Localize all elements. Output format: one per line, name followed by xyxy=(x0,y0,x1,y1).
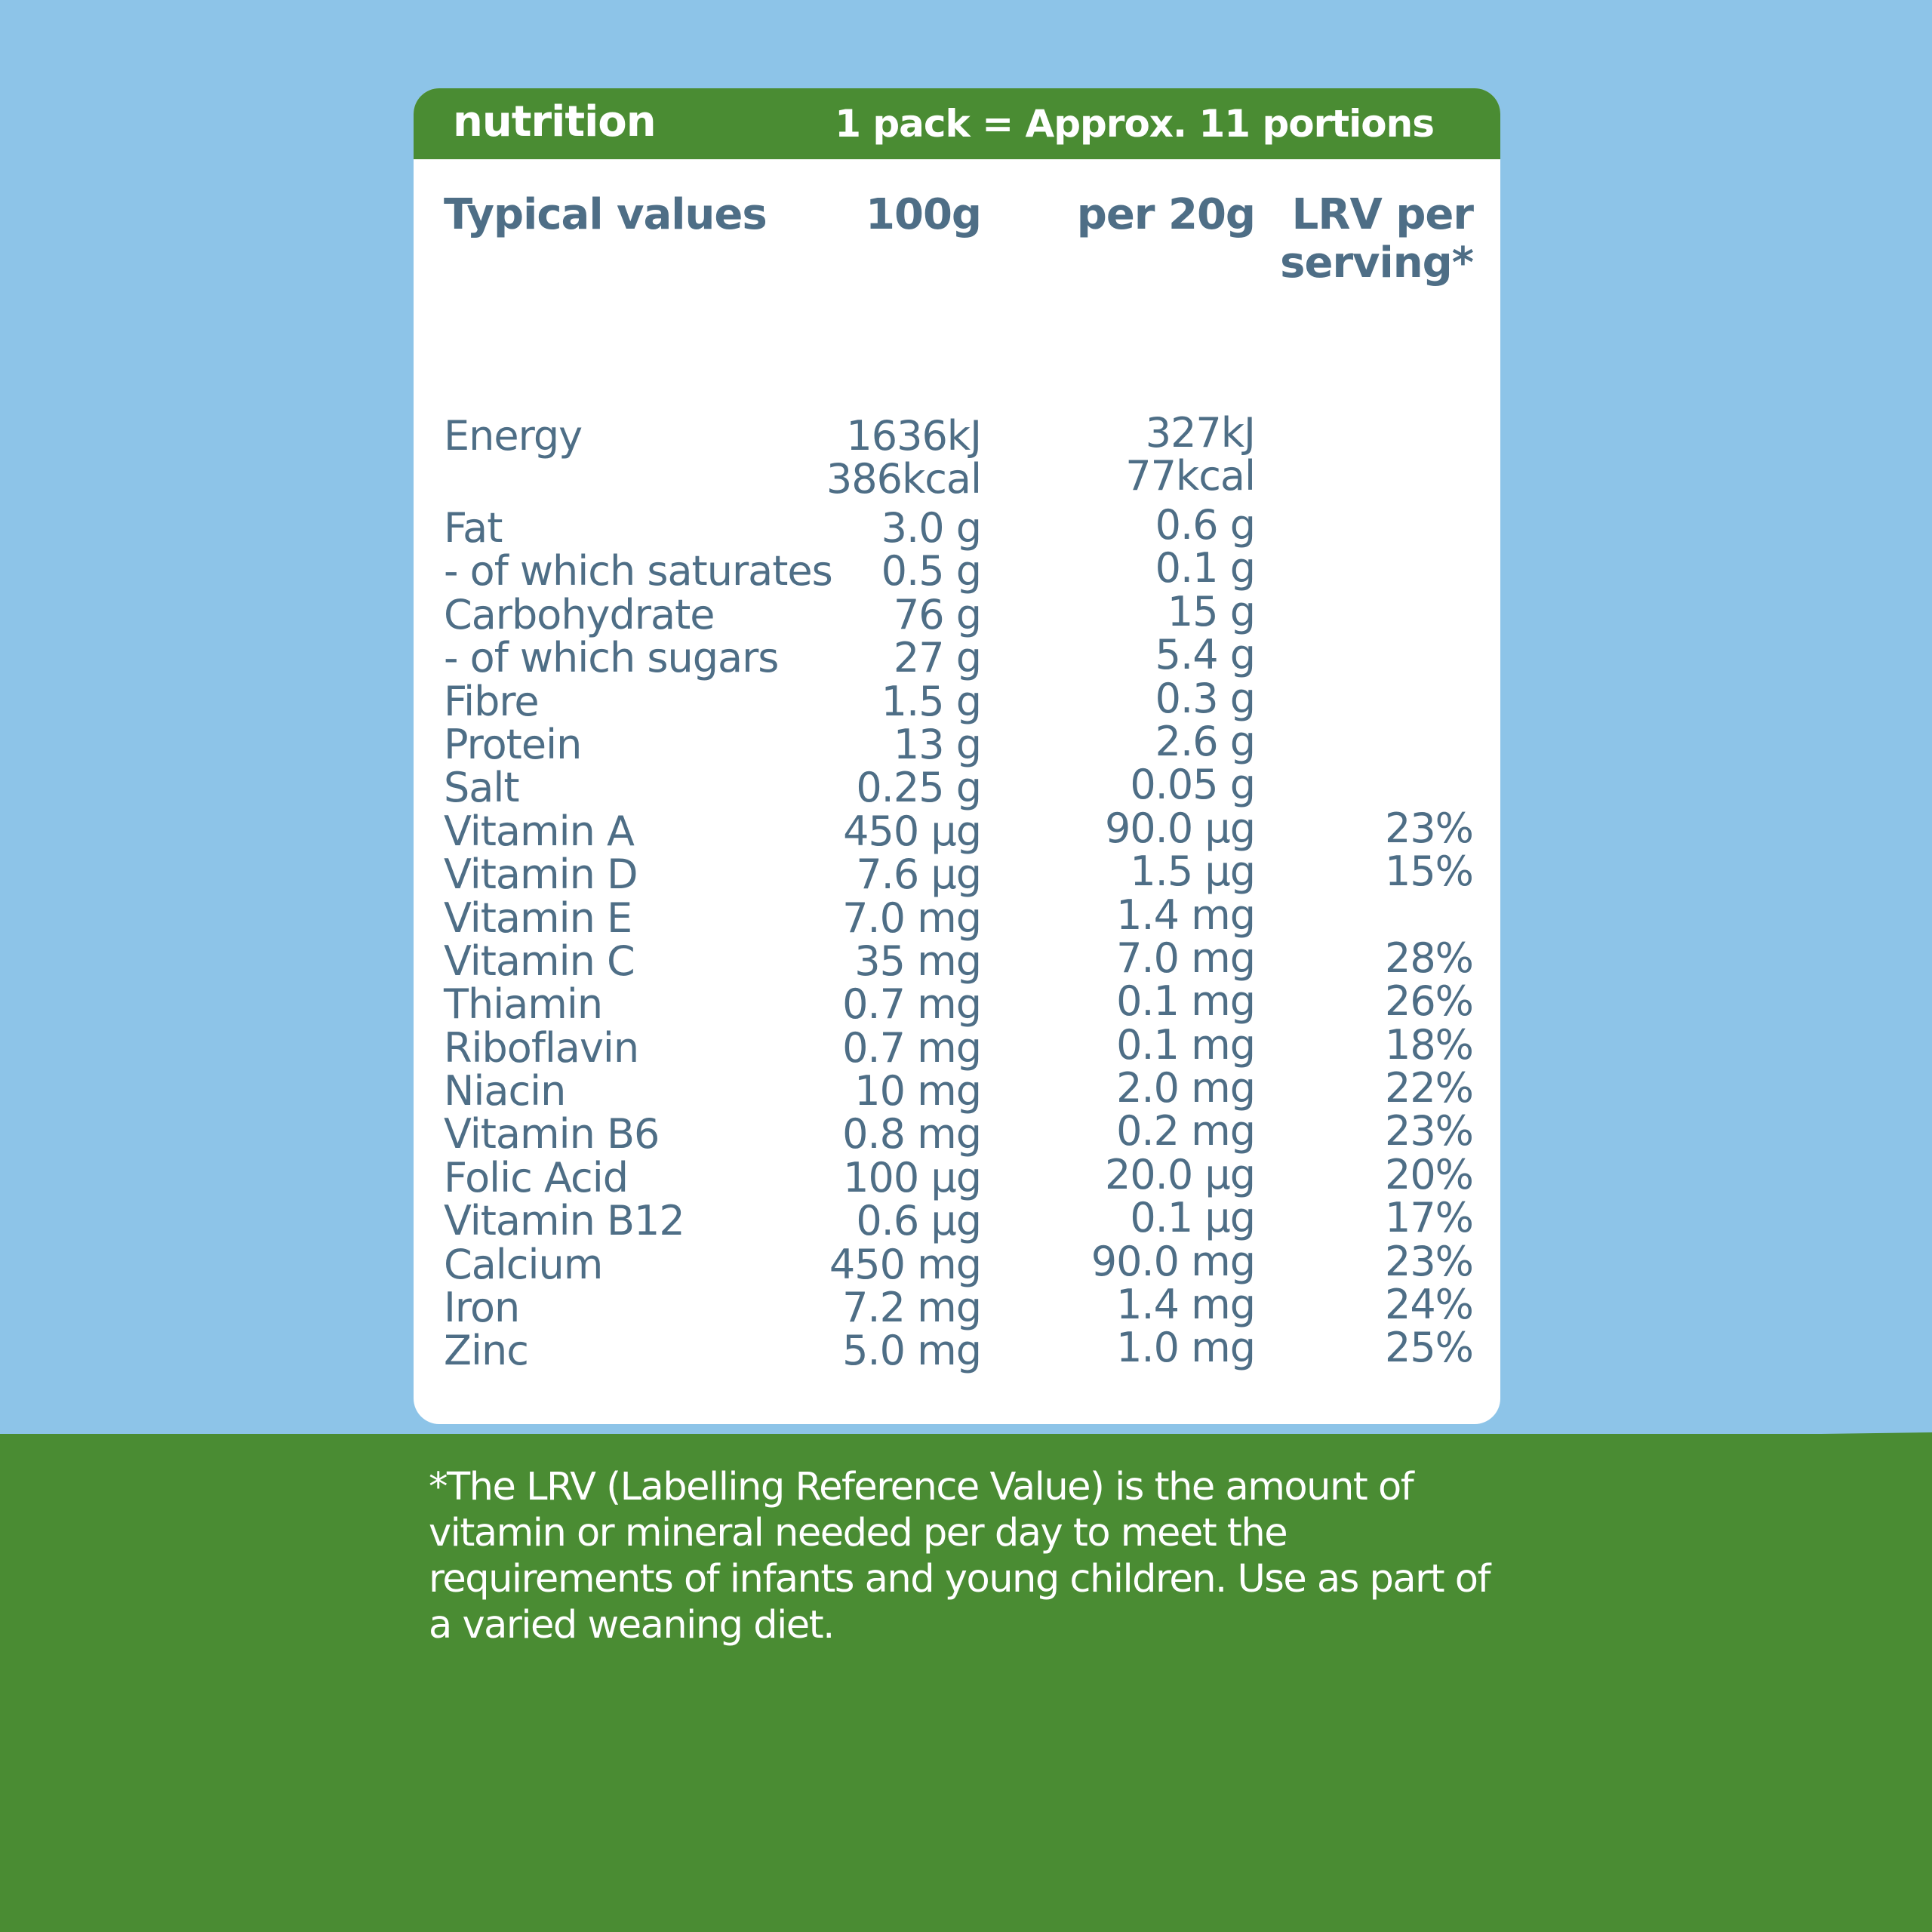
value-lrv: 22% xyxy=(1384,1064,1473,1112)
nutrient-name: - of which saturates xyxy=(444,547,832,595)
nutrient-name: Fat xyxy=(444,504,503,552)
value-per-20g: 2.6 g xyxy=(1155,717,1255,765)
portions-note: 1 pack = Approx. 11 portions xyxy=(835,102,1434,146)
value-per-20g: 0.05 g xyxy=(1130,761,1255,809)
table-row xyxy=(414,848,1500,899)
table-row xyxy=(414,501,1500,552)
value-per-100g: 0.25 g xyxy=(856,764,981,812)
table-row xyxy=(414,544,1500,595)
column-header-typical-values: Typical values xyxy=(444,190,767,239)
nutrient-name: Vitamin E xyxy=(444,894,632,942)
nutrient-name: - of which sugars xyxy=(444,634,779,682)
table-row xyxy=(414,1194,1500,1245)
nutrient-name: Vitamin C xyxy=(444,937,635,985)
nutrition-panel xyxy=(414,88,1500,1424)
value-per-20g: 0.6 g xyxy=(1155,501,1255,549)
nutrient-name: Iron xyxy=(444,1284,520,1332)
value-per-100g: 450 mg xyxy=(829,1240,981,1288)
nutrient-name: Carbohydrate xyxy=(444,590,715,638)
nutrient-name: Fibre xyxy=(444,677,539,725)
value-per-20g: 1.4 mg xyxy=(1116,891,1255,939)
table-row xyxy=(414,1324,1500,1375)
value-lrv: 28% xyxy=(1384,934,1473,982)
value-per-20g: 327kJ 77kcal xyxy=(1125,409,1255,500)
table-row xyxy=(414,717,1500,768)
table-row xyxy=(414,934,1500,985)
column-header-100g: 100g xyxy=(866,190,981,239)
value-per-100g: 0.8 mg xyxy=(842,1110,981,1158)
nutrient-name: Niacin xyxy=(444,1067,566,1115)
value-per-20g: 7.0 mg xyxy=(1116,934,1255,982)
table-row xyxy=(414,804,1500,855)
table-row xyxy=(414,1020,1500,1072)
value-lrv: 23% xyxy=(1384,1237,1473,1285)
value-per-100g: 35 mg xyxy=(854,937,981,985)
table-row xyxy=(414,674,1500,725)
nutrient-name: Calcium xyxy=(444,1240,603,1288)
value-per-20g: 0.2 mg xyxy=(1116,1107,1255,1155)
value-lrv: 15% xyxy=(1384,848,1473,896)
value-per-100g: 27 g xyxy=(893,634,981,682)
table-row xyxy=(414,409,1500,506)
nutrient-name: Salt xyxy=(444,764,519,812)
table-row xyxy=(414,977,1500,1029)
table-row xyxy=(414,891,1500,942)
value-per-20g: 1.4 mg xyxy=(1116,1281,1255,1329)
value-per-100g: 10 mg xyxy=(854,1067,981,1115)
value-lrv: 18% xyxy=(1384,1020,1473,1069)
value-per-20g: 2.0 mg xyxy=(1116,1064,1255,1112)
value-per-100g: 7.2 mg xyxy=(842,1284,981,1332)
panel-title: nutrition xyxy=(453,97,656,146)
nutrient-name: Zinc xyxy=(444,1327,528,1375)
nutrient-name: Folic Acid xyxy=(444,1153,628,1201)
lrv-footnote: *The LRV (Labelling Reference Value) is the amount of vitamin or mineral needed per day to meet the requirements of infants and young children. Use as part of a varied weaning diet. xyxy=(429,1465,1490,1647)
value-lrv: 26% xyxy=(1384,977,1473,1026)
nutrient-name: Vitamin A xyxy=(444,807,634,855)
value-per-20g: 0.1 mg xyxy=(1116,977,1255,1026)
value-per-100g: 76 g xyxy=(893,590,981,638)
value-per-20g: 0.1 mg xyxy=(1116,1020,1255,1069)
value-per-100g: 1.5 g xyxy=(881,677,981,725)
value-per-100g: 13 g xyxy=(893,720,981,768)
table-row xyxy=(414,1107,1500,1158)
value-per-20g: 0.1 µg xyxy=(1130,1194,1255,1242)
value-per-100g: 5.0 mg xyxy=(842,1327,981,1375)
nutrient-name: Riboflavin xyxy=(444,1023,639,1072)
value-per-20g: 90.0 µg xyxy=(1104,804,1255,852)
nutrition-table xyxy=(414,409,1500,1375)
value-lrv: 23% xyxy=(1384,1107,1473,1155)
panel-header xyxy=(414,88,1500,159)
value-per-100g: 0.6 µg xyxy=(856,1197,981,1245)
table-row xyxy=(414,1064,1500,1115)
value-per-20g: 1.0 mg xyxy=(1116,1324,1255,1372)
value-per-100g: 0.5 g xyxy=(881,547,981,595)
table-row xyxy=(414,1237,1500,1288)
value-per-100g: 0.7 mg xyxy=(842,1023,981,1072)
column-header-lrv: LRV per serving* xyxy=(1280,190,1473,288)
value-lrv: 23% xyxy=(1384,804,1473,852)
table-row xyxy=(414,631,1500,682)
value-per-100g: 7.6 µg xyxy=(856,851,981,899)
value-per-20g: 1.5 µg xyxy=(1130,848,1255,896)
value-per-20g: 5.4 g xyxy=(1155,631,1255,679)
value-per-100g: 1636kJ 386kcal xyxy=(826,412,981,503)
value-per-20g: 15 g xyxy=(1167,587,1255,635)
value-per-100g: 7.0 mg xyxy=(842,894,981,942)
value-per-20g: 0.1 g xyxy=(1155,544,1255,592)
nutrient-name: Vitamin B12 xyxy=(444,1197,685,1245)
column-header-per-20g: per 20g xyxy=(1076,190,1255,239)
value-per-100g: 0.7 mg xyxy=(842,980,981,1029)
value-per-100g: 100 µg xyxy=(843,1153,981,1201)
table-row xyxy=(414,587,1500,638)
value-per-20g: 0.3 g xyxy=(1155,674,1255,722)
value-per-100g: 450 µg xyxy=(843,807,981,855)
value-lrv: 25% xyxy=(1384,1324,1473,1372)
value-lrv: 20% xyxy=(1384,1150,1473,1198)
nutrient-name: Thiamin xyxy=(444,980,603,1029)
table-row xyxy=(414,1150,1500,1201)
table-row xyxy=(414,1281,1500,1332)
value-per-100g: 3.0 g xyxy=(881,504,981,552)
nutrient-name: Energy xyxy=(444,412,583,460)
nutrient-name: Vitamin B6 xyxy=(444,1110,660,1158)
value-lrv: 24% xyxy=(1384,1281,1473,1329)
nutrient-name: Protein xyxy=(444,720,582,768)
table-row xyxy=(414,761,1500,812)
value-per-20g: 20.0 µg xyxy=(1104,1150,1255,1198)
value-per-20g: 90.0 mg xyxy=(1091,1237,1255,1285)
nutrient-name: Vitamin D xyxy=(444,851,638,899)
value-lrv: 17% xyxy=(1384,1194,1473,1242)
